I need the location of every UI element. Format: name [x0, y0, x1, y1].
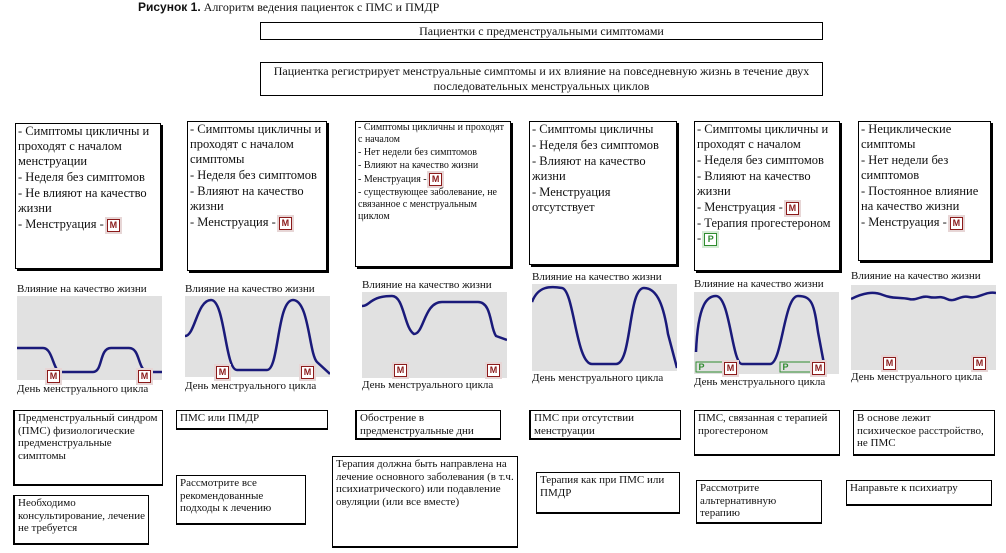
criteria-item: - Влияют на качество жизни	[190, 184, 304, 213]
graph-y-label: Влияние на качество жизни	[17, 283, 147, 295]
qol-curve	[532, 287, 677, 368]
qol-graph-2	[185, 296, 330, 377]
criteria-box-6	[858, 121, 991, 261]
qol-curve-graphic	[17, 296, 162, 380]
conclusion-box-1: Предменструальный синдром (ПМС) физиологические предменструальные симптомы	[13, 410, 163, 486]
criteria-item: - Симптомы цикличны и проходят с началом менструации	[18, 124, 150, 168]
menstruation-icon: M	[394, 364, 407, 377]
patients-box: Пациентки с предменструальными симптомами	[260, 22, 823, 40]
criteria-item: - Влияют на качество жизни	[358, 160, 479, 171]
criteria-item: - Неделя без симптомов	[697, 153, 824, 167]
menstruation-icon: M	[216, 366, 229, 379]
graph-x-label: День менструального цикла	[851, 371, 983, 383]
graph-x-label: День менструального цикла	[532, 372, 664, 384]
menstruation-icon: M	[138, 370, 151, 383]
qol-graph-6	[851, 285, 996, 370]
graph-y-label: Влияние на качество жизни	[694, 278, 824, 290]
qol-curve	[185, 300, 330, 374]
graph-y-label: Влияние на качество жизни	[851, 270, 981, 282]
conclusion-box-6: В основе лежит психическое расстройство, не ПМС	[853, 410, 995, 456]
action-box-1: Необходимо консультирование, лечение не требуется	[13, 495, 149, 545]
qol-graph-3	[362, 292, 507, 378]
conclusion-box-5: ПМС, связанная с терапией прогестероном	[694, 410, 840, 456]
criteria-item: - Неделя без симптомов	[190, 168, 317, 182]
menstruation-icon: M	[487, 364, 500, 377]
menstruation-icon: M	[279, 217, 292, 230]
criteria-item: - Менструация - M	[358, 173, 508, 186]
registration-box: Пациентка регистрирует менструальные симптомы и их влияние на повседневную жизнь в течение двух последовательных менструальных циклов	[260, 62, 823, 96]
criteria-item: - Симптомы цикличны	[532, 122, 654, 136]
criteria-item: - Симптомы цикличны и проходят с началом	[697, 122, 829, 151]
action-box-3: Терапия должна быть направлена на лечение основного заболевания (в т.ч. психиатрического) или подавление овуляции (или все вместе)	[332, 456, 518, 548]
criteria-item: - Нет недели без симптомов	[358, 147, 477, 158]
criteria-item: - существующее заболевание, не связанное с менструальным циклом	[358, 187, 497, 222]
qol-curve	[362, 296, 507, 340]
progesterone-icon: P	[704, 233, 717, 246]
menstruation-icon: M	[301, 366, 314, 379]
graph-y-label: Влияние на качество жизни	[185, 283, 315, 295]
criteria-item: - Не влияют на качество жизни	[18, 186, 147, 215]
criteria-item: - Терапия прогестероном - P	[697, 216, 831, 245]
qol-curve	[17, 348, 162, 372]
criteria-item: - Неделя без симптомов	[18, 170, 145, 184]
menstruation-icon: M	[429, 173, 442, 186]
action-box-4: Терапия как при ПМС или ПМДР	[536, 472, 680, 514]
criteria-box-4	[529, 121, 677, 265]
qol-curve	[696, 296, 824, 364]
menstruation-icon: M	[973, 357, 986, 370]
criteria-box-5	[694, 121, 840, 271]
figure-title-text: Алгоритм ведения пациенток с ПМС и ПМДР	[203, 0, 440, 14]
criteria-item: - Симптомы цикличны и проходят с началом	[358, 122, 504, 145]
qol-graph-5	[694, 292, 839, 374]
menstruation-icon: M	[107, 219, 120, 232]
graph-x-label: День менструального цикла	[185, 380, 317, 392]
graph-y-label: Влияние на качество жизни	[362, 279, 492, 291]
figure-title-number: Рисунок 1.	[138, 0, 201, 14]
criteria-item: - Менструация - M	[697, 200, 837, 215]
criteria-item: - Менструация - M	[18, 217, 158, 232]
graph-x-label: День менструального цикла	[362, 379, 494, 391]
criteria-item: - Симптомы цикличны и проходят с началом симптомы	[190, 122, 322, 166]
criteria-item: - Нет недели без симптомов	[861, 153, 949, 182]
qol-graph-4	[532, 284, 677, 371]
menstruation-icon: M	[812, 362, 825, 375]
action-box-2: Рассмотрите все рекомендованные подходы к лечению	[176, 475, 306, 525]
conclusion-box-3: Обострение в предменструальные дни	[355, 410, 501, 440]
criteria-box-3	[355, 121, 511, 267]
menstruation-icon: M	[786, 202, 799, 215]
qol-curve-graphic	[185, 296, 330, 377]
criteria-item: - Менструация - M	[861, 215, 988, 230]
conclusion-box-4: ПМС при отсутствии менструации	[529, 410, 681, 440]
criteria-item: - Менструация отсутствует	[532, 185, 611, 214]
criteria-box-2	[187, 121, 327, 271]
graph-x-label: День менструального цикла	[17, 383, 149, 395]
qol-curve	[851, 293, 996, 300]
qol-graph-1	[17, 296, 162, 380]
progesterone-icon: P	[698, 362, 705, 372]
criteria-item: - Нециклические симптомы	[861, 122, 952, 151]
conclusion-box-2: ПМС или ПМДР	[176, 410, 328, 430]
qol-curve-graphic	[532, 284, 677, 371]
graph-y-label: Влияние на качество жизни	[532, 271, 662, 283]
action-box-5: Рассмотрите альтернативную терапию	[696, 480, 822, 524]
menstruation-icon: M	[724, 362, 737, 375]
criteria-box-1	[15, 123, 161, 269]
criteria-item: - Влияют на качество жизни	[697, 169, 811, 198]
progesterone-icon: P	[782, 362, 789, 372]
menstruation-icon: M	[47, 370, 60, 383]
figure-title	[138, 0, 439, 15]
criteria-item: - Постоянное влияние на качество жизни	[861, 184, 979, 213]
criteria-item: - Неделя без симптомов	[532, 138, 659, 152]
qol-curve-graphic	[362, 292, 507, 378]
graph-x-label: День менструального цикла	[694, 376, 826, 388]
criteria-item: - Влияют на качество жизни	[532, 154, 646, 183]
menstruation-icon: M	[883, 357, 896, 370]
action-box-6: Направьте к психиатру	[846, 480, 992, 506]
criteria-item: - Менструация - M	[190, 215, 324, 230]
menstruation-icon: M	[950, 217, 963, 230]
